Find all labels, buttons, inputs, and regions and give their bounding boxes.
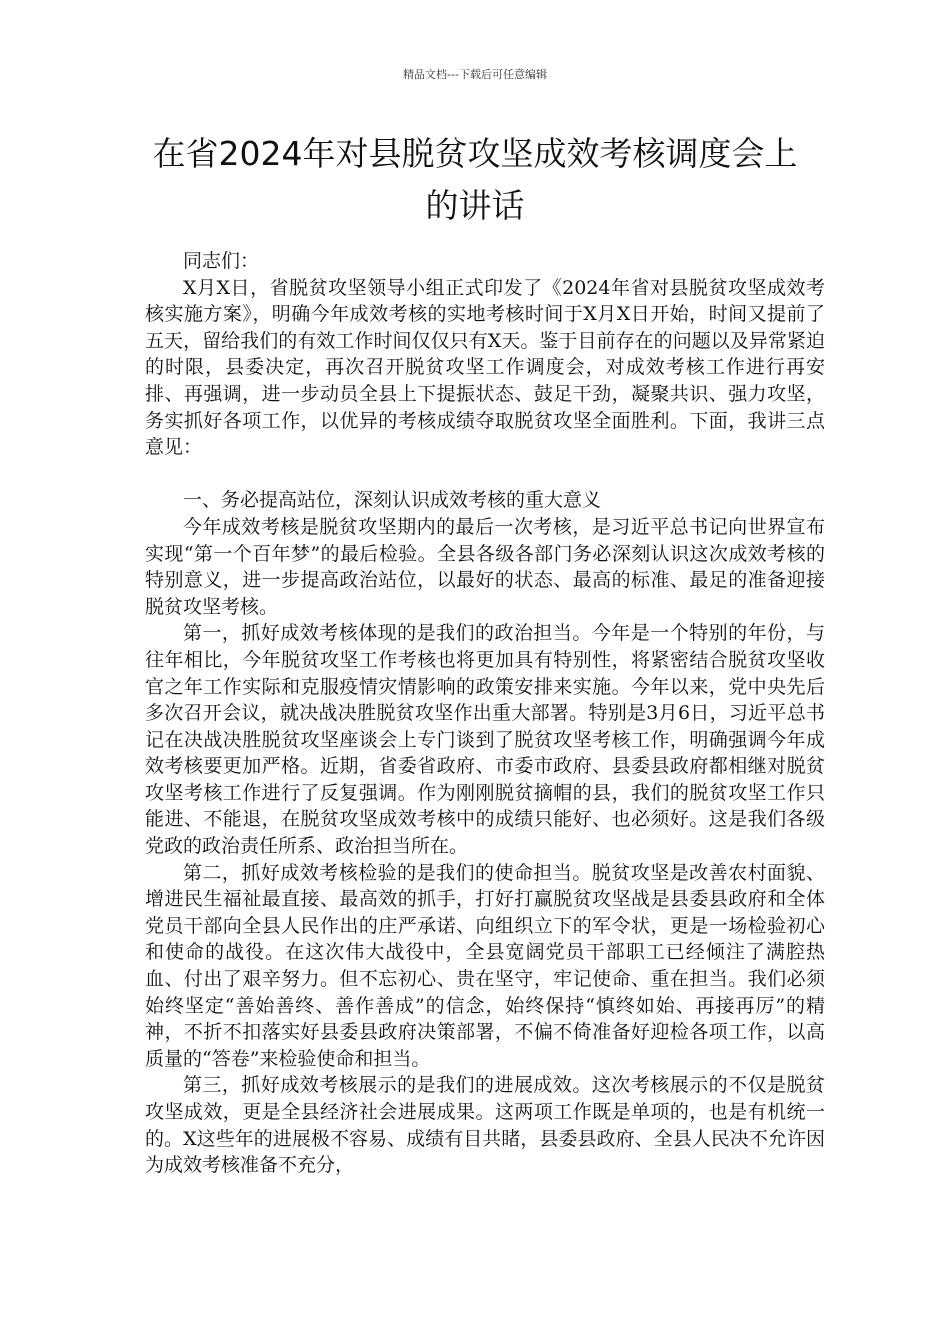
document-body	[145, 248, 825, 1179]
intro-paragraph: X月X日，省脱贫攻坚领导小组正式印发了《2024年省对县脱贫攻坚成效考核实施方案》，明确今年成效考核的实地考核时间于X月X日开始，时间又提前了五天，留给我们的有效工作时间仅仅只有X天。鉴于目前存在的问题以及异常紧迫的时限，县委决定，再次召开脱贫攻坚工作调度会，对成效考核工作进行再安排、再强调，进一步动员全县上下提振状态、鼓足干劲，凝聚共识、强力攻坚，务实抓好各项工作，以优异的考核成绩夺取脱贫攻坚全面胜利。下面，我讲三点意见：	[145, 276, 825, 459]
document-title: 在省2024年对县脱贫攻坚成效考核调度会上的讲话	[152, 134, 798, 225]
section-paragraph: 第三，抓好成效考核展示的是我们的进展成效。这次考核展示的不仅是脱贫攻坚成效，更是全县经济社会进展成果。这两项工作既是单项的，也是有机统一的。X这些年的进展极不容易、成绩有目共睹，县委县政府、全县人民决不允许因为成效考核准备不充分，	[145, 1074, 825, 1177]
section-paragraph: 今年成效考核是脱贫攻坚期内的最后一次考核，是习近平总书记向世界宣布实现“第一个百年梦”的最后检验。全县各级各部门务必深刻认识这次成效考核的特别意义，进一步提高政治站位，以最好的状态、最高的标准、最足的准备迎接脱贫攻坚考核。	[145, 515, 825, 618]
section-paragraph: 第一，抓好成效考核体现的是我们的政治担当。今年是一个特别的年份，与往年相比，今年脱贫攻坚工作考核也将更加具有特别性，将紧密结合脱贫攻坚收官之年工作实际和克服疫情灾情影响的政策安排来实施。今年以来，党中央先后多次召开会议，就决战决胜脱贫攻坚作出重大部署。特别是3月6日，习近平总书记在决战决胜脱贫攻坚座谈会上专门谈到了脱贫攻坚考核工作，明确强调今年成效考核要更加严格。近期，省委省政府、市委市政府、县委县政府都相继对脱贫攻坚考核工作进行了反复强调。作为刚刚脱贫摘帽的县，我们的脱贫攻坚工作只能进、不能退，在脱贫攻坚成效考核中的成绩只能好、也必须好。这是我们各级党政的政治责任所系、政治担当所在。	[145, 622, 825, 858]
section-heading: 一、务必提高站位，深刻认识成效考核的重大意义	[183, 489, 602, 512]
salutation: 同志们：	[183, 250, 260, 272]
header-note: 精品文档---下载后可任意编辑	[403, 68, 547, 81]
section-paragraph: 第二，抓好成效考核检验的是我们的使命担当。脱贫攻坚是改善农村面貌、增进民生福祉最直接、最高效的抓手，打好打赢脱贫攻坚战是县委县政府和全体党员干部向全县人民作出的庄严承诺、向组织立下的军令状，更是一场检验初心和使命的战役。在这次伟大战役中，全县宽阔党员干部职工已经倾注了满腔热血、付出了艰辛努力。但不忘初心、贵在坚守，牢记使命、重在担当。我们必须始终坚定“善始善终、善作善成”的信念，始终保持“慎终如始、再接再厉”的精神，不折不扣落实好县委县政府决策部署，不偏不倚准备好迎检各项工作，以高质量的“答卷”来检验使命和担当。	[145, 861, 825, 1070]
